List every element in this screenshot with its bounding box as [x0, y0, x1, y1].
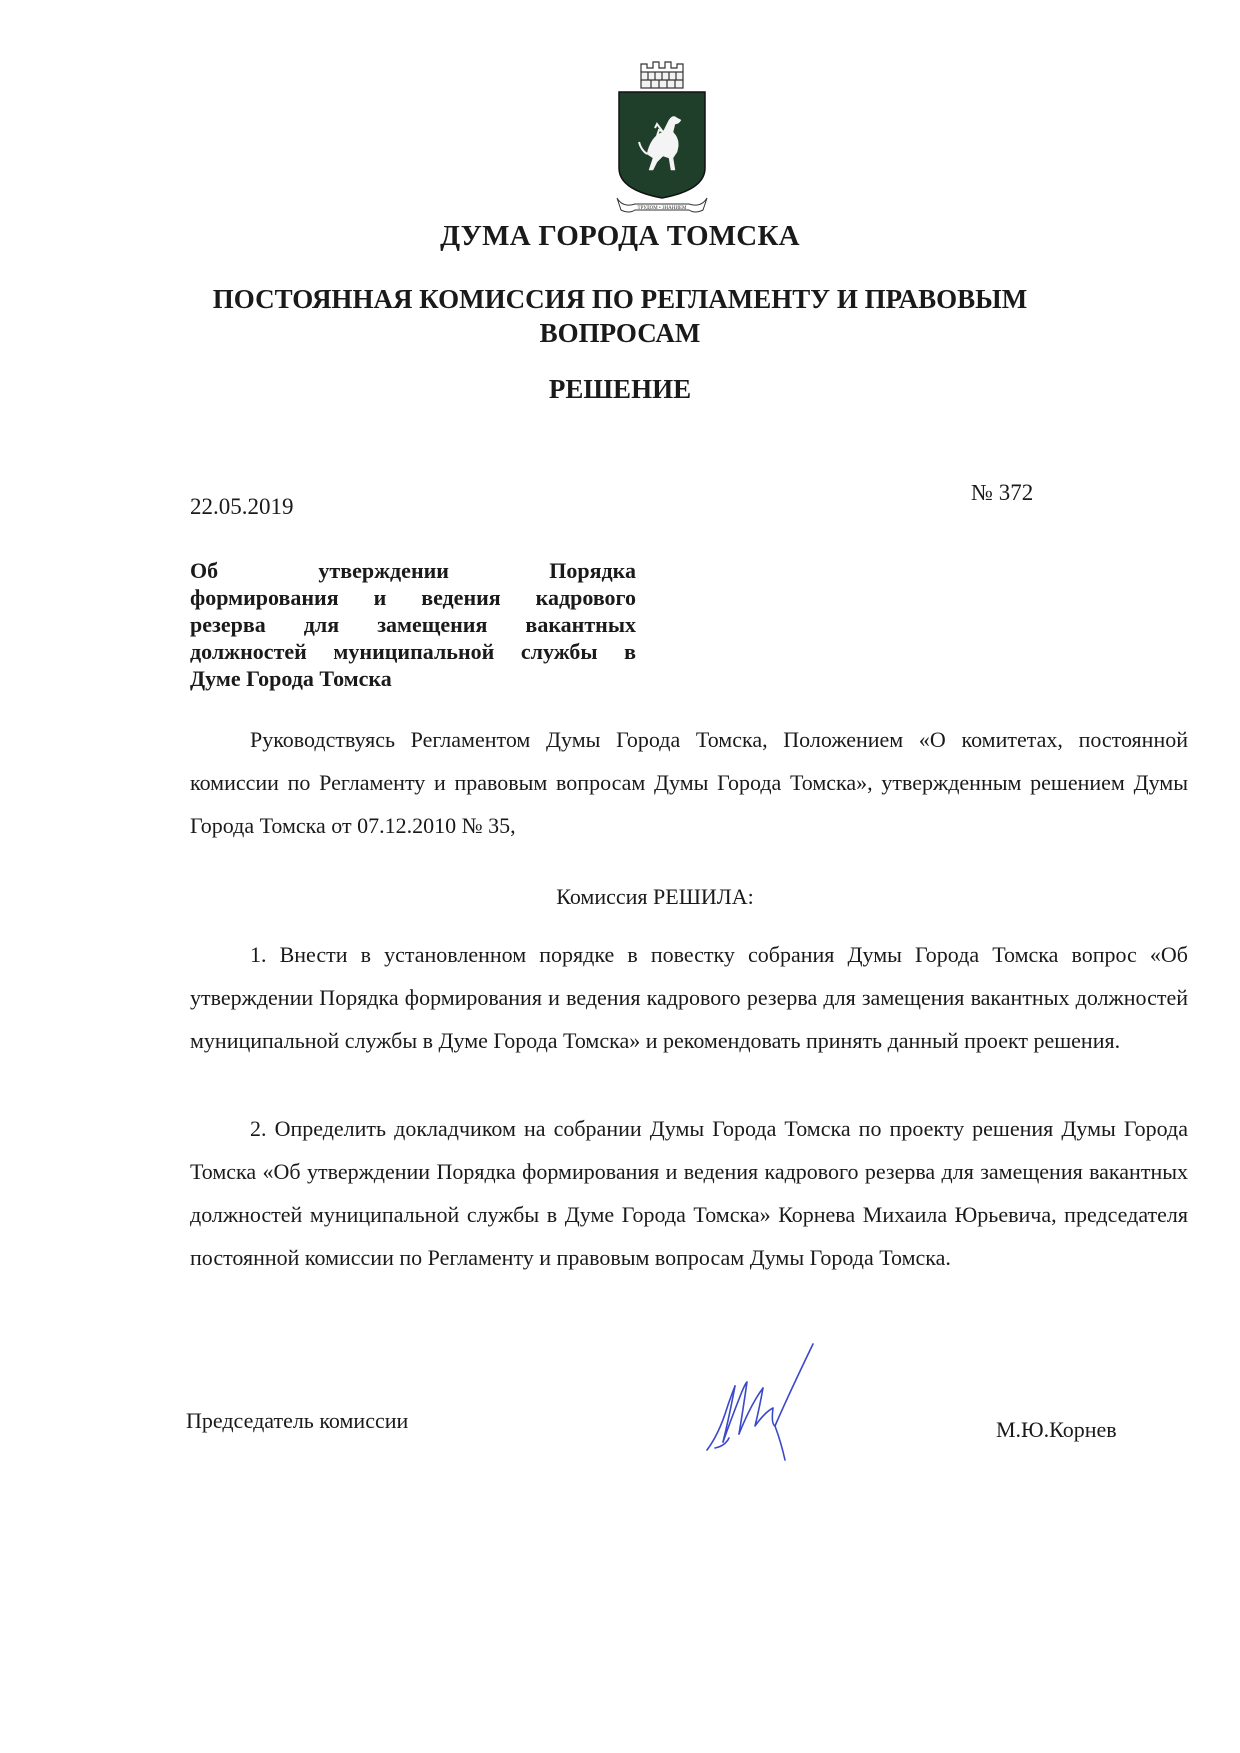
commission-title-line-2: ВОПРОСАМ	[539, 318, 701, 348]
basis-paragraph: Руководствуясь Регламентом Думы Города Томска, Положением «О комитетах, постоянной комиссии по Регламенту и правовым вопросам Думы Города Томска», утвержденным решением Думы Города Томска от 07.12.2010 № 35,	[190, 727, 1188, 838]
signatory-role: Председатель комиссии	[186, 1408, 409, 1433]
document-number: № 372	[971, 480, 1034, 505]
emblem-motto: ТРУДОМ • ЗНАНИЕМ	[637, 206, 687, 211]
tomsk-coat-of-arms-icon	[611, 58, 713, 218]
document-date: 22.05.2019	[190, 494, 294, 519]
subject-line: формирования и ведения кадрового	[190, 585, 636, 610]
subject-line: Об утверждении Порядка	[190, 558, 636, 583]
decision-item-2: 2. Определить докладчиком на собрании Думы Города Томска по проекту решения Думы Города Томска «Об утверждении Порядка формирования и ведения кадрового резерва для замещения вакантных должностей муниципальной службы в Думе Города Томска» Корнева Михаила Юрьевича, председателя постоянной комиссии по Регламенту и правовым вопросам Думы Города Томска.	[190, 1116, 1188, 1270]
signatory-name: М.Ю.Корнев	[996, 1417, 1117, 1442]
organization-title: ДУМА ГОРОДА ТОМСКА	[440, 220, 800, 252]
commission-title	[0, 282, 1240, 350]
document-type: РЕШЕНИЕ	[548, 374, 692, 404]
subject-line: Думе Города Томска	[190, 666, 392, 691]
subject-line: должностей муниципальной службы в	[190, 639, 636, 664]
decision-item-1: 1. Внести в установленном порядке в повестку собрания Думы Города Томска вопрос «Об утверждении Порядка формирования и ведения кадрового резерва для замещения вакантных должностей муниципальной службы в Думе Города Томска» и рекомендовать принять данный проект решения.	[190, 942, 1188, 1053]
subject-line: резерва для замещения вакантных	[190, 612, 636, 637]
commission-title-line-1: ПОСТОЯННАЯ КОМИССИЯ ПО РЕГЛАМЕНТУ И ПРАВОВЫМ	[212, 284, 1028, 314]
document-subject	[190, 557, 636, 692]
resolved-heading: Комиссия РЕШИЛА:	[556, 884, 754, 909]
handwritten-signature-icon	[695, 1338, 825, 1468]
